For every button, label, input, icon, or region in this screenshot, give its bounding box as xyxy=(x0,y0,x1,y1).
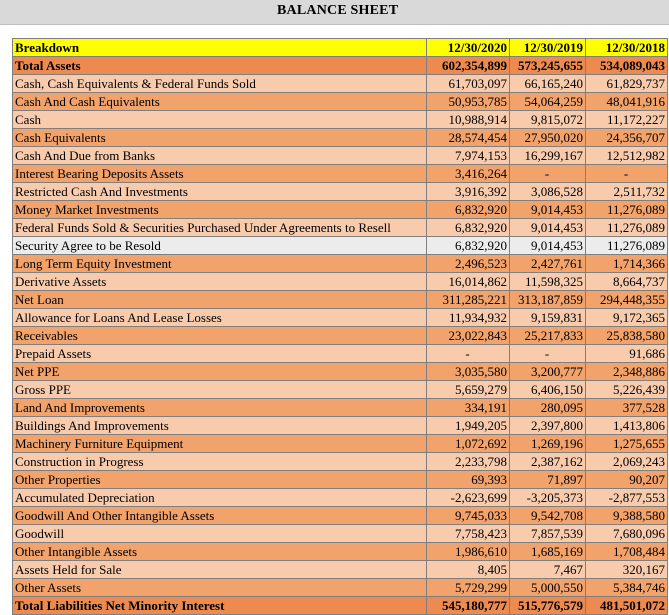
row-value-cell[interactable]: 602,354,899 xyxy=(427,57,510,75)
row-value-cell[interactable]: 11,172,227 xyxy=(586,111,668,129)
table-row xyxy=(13,57,668,75)
row-value-cell[interactable]: 16,014,862 xyxy=(427,273,510,291)
row-value-cell[interactable]: 5,226,439 xyxy=(586,381,668,399)
row-label-cell[interactable]: Cash And Cash Equivalents xyxy=(13,93,427,111)
row-value-cell[interactable]: - xyxy=(510,345,586,363)
row-value-cell[interactable]: 9,745,033 xyxy=(427,507,510,525)
row-value-cell[interactable]: 7,758,423 xyxy=(427,525,510,543)
table-row xyxy=(13,75,668,93)
row-value-cell[interactable]: 25,838,580 xyxy=(586,327,668,345)
table-row xyxy=(13,309,668,327)
row-value-cell[interactable]: 1,714,366 xyxy=(586,255,668,273)
row-value-cell[interactable]: 334,191 xyxy=(427,399,510,417)
row-value-cell[interactable]: 1,685,169 xyxy=(510,543,586,561)
row-label-cell[interactable]: Gross PPE xyxy=(13,381,427,399)
row-value-cell[interactable]: 54,064,259 xyxy=(510,93,586,111)
row-label-cell[interactable]: Other Intangible Assets xyxy=(13,543,427,561)
table-row xyxy=(13,111,668,129)
row-value-cell[interactable]: 12,512,982 xyxy=(586,147,668,165)
row-value-cell[interactable]: 2,427,761 xyxy=(510,255,586,273)
row-label-cell[interactable]: Land And Improvements xyxy=(13,399,427,417)
row-label-cell[interactable]: Cash xyxy=(13,111,427,129)
row-value-cell[interactable]: 25,217,833 xyxy=(510,327,586,345)
row-label-cell[interactable]: Derivative Assets xyxy=(13,273,427,291)
row-label-cell[interactable]: Cash, Cash Equivalents & Federal Funds Sold xyxy=(13,75,427,93)
title-bar xyxy=(0,0,669,25)
row-label-cell[interactable]: Assets Held for Sale xyxy=(13,561,427,579)
table-body xyxy=(13,39,668,615)
row-value-cell[interactable]: 9,388,580 xyxy=(586,507,668,525)
row-value-cell[interactable]: 5,000,550 xyxy=(510,579,586,597)
row-value-cell[interactable]: 1,949,205 xyxy=(427,417,510,435)
table-row xyxy=(13,471,668,489)
row-value-cell[interactable]: 3,200,777 xyxy=(510,363,586,381)
row-value-cell[interactable]: 9,542,708 xyxy=(510,507,586,525)
row-value-cell[interactable]: 6,832,920 xyxy=(427,237,510,255)
balance-sheet-table xyxy=(12,38,668,615)
row-label-cell[interactable]: Machinery Furniture Equipment xyxy=(13,435,427,453)
table-row xyxy=(13,525,668,543)
row-value-cell[interactable]: 1,275,655 xyxy=(586,435,668,453)
table-row xyxy=(13,255,668,273)
row-value-cell[interactable]: 50,953,785 xyxy=(427,93,510,111)
row-value-cell[interactable]: 61,703,097 xyxy=(427,75,510,93)
row-value-cell[interactable]: 5,729,299 xyxy=(427,579,510,597)
row-label-cell[interactable]: Net PPE xyxy=(13,363,427,381)
row-value-cell[interactable]: 2,496,523 xyxy=(427,255,510,273)
row-value-cell[interactable]: 9,014,453 xyxy=(510,237,586,255)
row-value-cell[interactable]: 377,528 xyxy=(586,399,668,417)
row-value-cell[interactable]: 28,574,454 xyxy=(427,129,510,147)
row-label-cell[interactable]: Money Market Investments xyxy=(13,201,427,219)
row-label-cell[interactable]: Construction in Progress xyxy=(13,453,427,471)
row-value-cell[interactable]: 11,934,932 xyxy=(427,309,510,327)
row-value-cell[interactable]: -2,877,553 xyxy=(586,489,668,507)
header-row xyxy=(13,39,668,57)
row-value-cell[interactable]: 8,405 xyxy=(427,561,510,579)
row-label-cell[interactable]: Security Agree to be Resold xyxy=(13,237,427,255)
row-value-cell[interactable]: 8,664,737 xyxy=(586,273,668,291)
row-value-cell[interactable]: 3,035,580 xyxy=(427,363,510,381)
row-value-cell[interactable]: 9,014,453 xyxy=(510,219,586,237)
row-value-cell[interactable]: 5,659,279 xyxy=(427,381,510,399)
table-row xyxy=(13,363,668,381)
row-value-cell[interactable]: 3,916,392 xyxy=(427,183,510,201)
row-value-cell[interactable]: 1,269,196 xyxy=(510,435,586,453)
row-value-cell[interactable]: 573,245,655 xyxy=(510,57,586,75)
row-label-cell[interactable]: Total Assets xyxy=(13,57,427,75)
row-label-cell[interactable]: Buildings And Improvements xyxy=(13,417,427,435)
row-value-cell[interactable]: 3,086,528 xyxy=(510,183,586,201)
row-value-cell[interactable]: -2,623,699 xyxy=(427,489,510,507)
row-value-cell[interactable]: 9,159,831 xyxy=(510,309,586,327)
row-value-cell[interactable]: 61,829,737 xyxy=(586,75,668,93)
row-label-cell[interactable]: Interest Bearing Deposits Assets xyxy=(13,165,427,183)
row-value-cell[interactable]: 90,207 xyxy=(586,471,668,489)
row-label-cell[interactable]: Federal Funds Sold & Securities Purchased Under Agreements to Resell xyxy=(13,219,427,237)
sheet-title: BALANCE SHEET xyxy=(277,3,399,18)
row-label-cell[interactable]: Prepaid Assets xyxy=(13,345,427,363)
row-value-cell[interactable]: 280,095 xyxy=(510,399,586,417)
row-label-cell[interactable]: Long Term Equity Investment xyxy=(13,255,427,273)
row-value-cell[interactable]: 294,448,355 xyxy=(586,291,668,309)
table-row xyxy=(13,561,668,579)
row-value-cell[interactable]: 2,233,798 xyxy=(427,453,510,471)
table-row xyxy=(13,273,668,291)
table-row xyxy=(13,327,668,345)
row-label-cell[interactable]: Goodwill And Other Intangible Assets xyxy=(13,507,427,525)
table-row xyxy=(13,291,668,309)
row-label-cell[interactable]: Accumulated Depreciation xyxy=(13,489,427,507)
header-date-cell[interactable]: 12/30/2019 xyxy=(510,39,586,57)
row-value-cell[interactable]: 545,180,777 xyxy=(427,597,510,615)
row-label-cell[interactable]: Receivables xyxy=(13,327,427,345)
row-value-cell[interactable]: 1,708,484 xyxy=(586,543,668,561)
row-value-cell[interactable]: 11,276,089 xyxy=(586,219,668,237)
row-value-cell[interactable]: 9,172,365 xyxy=(586,309,668,327)
row-value-cell[interactable]: - xyxy=(586,165,668,183)
row-value-cell[interactable]: - xyxy=(510,165,586,183)
table-row xyxy=(13,129,668,147)
row-value-cell[interactable]: 71,897 xyxy=(510,471,586,489)
table-row xyxy=(13,597,668,615)
table-row xyxy=(13,147,668,165)
row-value-cell[interactable]: 6,406,150 xyxy=(510,381,586,399)
row-value-cell[interactable]: 2,348,886 xyxy=(586,363,668,381)
table-row xyxy=(13,93,668,111)
row-label-cell[interactable]: Cash And Due from Banks xyxy=(13,147,427,165)
row-value-cell[interactable]: 534,089,043 xyxy=(586,57,668,75)
row-value-cell[interactable]: 7,857,539 xyxy=(510,525,586,543)
row-value-cell[interactable]: 7,680,096 xyxy=(586,525,668,543)
row-value-cell[interactable]: 11,276,089 xyxy=(586,237,668,255)
row-value-cell[interactable]: 313,187,859 xyxy=(510,291,586,309)
row-value-cell[interactable]: 2,387,162 xyxy=(510,453,586,471)
table-row xyxy=(13,435,668,453)
row-value-cell[interactable]: 16,299,167 xyxy=(510,147,586,165)
row-value-cell[interactable]: 6,832,920 xyxy=(427,219,510,237)
table-row xyxy=(13,507,668,525)
header-date-cell[interactable]: 12/30/2018 xyxy=(586,39,668,57)
table-row xyxy=(13,219,668,237)
row-label-cell[interactable]: Restricted Cash And Investments xyxy=(13,183,427,201)
row-value-cell[interactable]: 69,393 xyxy=(427,471,510,489)
row-value-cell[interactable]: 1,413,806 xyxy=(586,417,668,435)
row-value-cell[interactable]: - xyxy=(427,345,510,363)
row-value-cell[interactable]: 6,832,920 xyxy=(427,201,510,219)
row-value-cell[interactable]: 9,014,453 xyxy=(510,201,586,219)
row-label-cell[interactable]: Allowance for Loans And Lease Losses xyxy=(13,309,427,327)
row-label-cell[interactable]: Net Loan xyxy=(13,291,427,309)
row-value-cell[interactable]: 2,511,732 xyxy=(586,183,668,201)
table-row xyxy=(13,417,668,435)
row-value-cell[interactable]: 23,022,843 xyxy=(427,327,510,345)
table-row xyxy=(13,201,668,219)
row-label-cell[interactable]: Other Assets xyxy=(13,579,427,597)
table-row xyxy=(13,399,668,417)
header-date-cell[interactable]: 12/30/2020 xyxy=(427,39,510,57)
row-value-cell[interactable]: 481,501,072 xyxy=(586,597,668,615)
table-row xyxy=(13,579,668,597)
row-value-cell[interactable]: 311,285,221 xyxy=(427,291,510,309)
row-value-cell[interactable]: 66,165,240 xyxy=(510,75,586,93)
table-row xyxy=(13,345,668,363)
table-row xyxy=(13,489,668,507)
row-label-cell[interactable]: Cash Equivalents xyxy=(13,129,427,147)
row-value-cell[interactable]: 7,467 xyxy=(510,561,586,579)
table-row xyxy=(13,165,668,183)
row-value-cell[interactable]: 2,397,800 xyxy=(510,417,586,435)
row-value-cell[interactable]: 24,356,707 xyxy=(586,129,668,147)
row-label-cell[interactable]: Other Properties xyxy=(13,471,427,489)
table-row xyxy=(13,453,668,471)
row-value-cell[interactable]: 91,686 xyxy=(586,345,668,363)
table-row xyxy=(13,237,668,255)
table-row xyxy=(13,543,668,561)
row-value-cell[interactable]: 515,776,579 xyxy=(510,597,586,615)
row-value-cell[interactable]: 320,167 xyxy=(586,561,668,579)
row-value-cell[interactable]: 1,986,610 xyxy=(427,543,510,561)
table-row xyxy=(13,381,668,399)
header-label-cell[interactable]: Breakdown xyxy=(13,39,427,57)
row-value-cell[interactable]: 9,815,072 xyxy=(510,111,586,129)
table-row xyxy=(13,183,668,201)
row-value-cell[interactable]: 2,069,243 xyxy=(586,453,668,471)
row-value-cell[interactable]: 1,072,692 xyxy=(427,435,510,453)
row-value-cell[interactable]: 10,988,914 xyxy=(427,111,510,129)
row-value-cell[interactable]: 7,974,153 xyxy=(427,147,510,165)
row-label-cell[interactable]: Goodwill xyxy=(13,525,427,543)
row-value-cell[interactable]: 48,041,916 xyxy=(586,93,668,111)
row-value-cell[interactable]: 11,598,325 xyxy=(510,273,586,291)
row-value-cell[interactable]: 3,416,264 xyxy=(427,165,510,183)
row-value-cell[interactable]: 27,950,020 xyxy=(510,129,586,147)
row-value-cell[interactable]: 5,384,746 xyxy=(586,579,668,597)
row-value-cell[interactable]: -3,205,373 xyxy=(510,489,586,507)
row-label-cell[interactable]: Total Liabilities Net Minority Interest xyxy=(13,597,427,615)
row-value-cell[interactable]: 11,276,089 xyxy=(586,201,668,219)
